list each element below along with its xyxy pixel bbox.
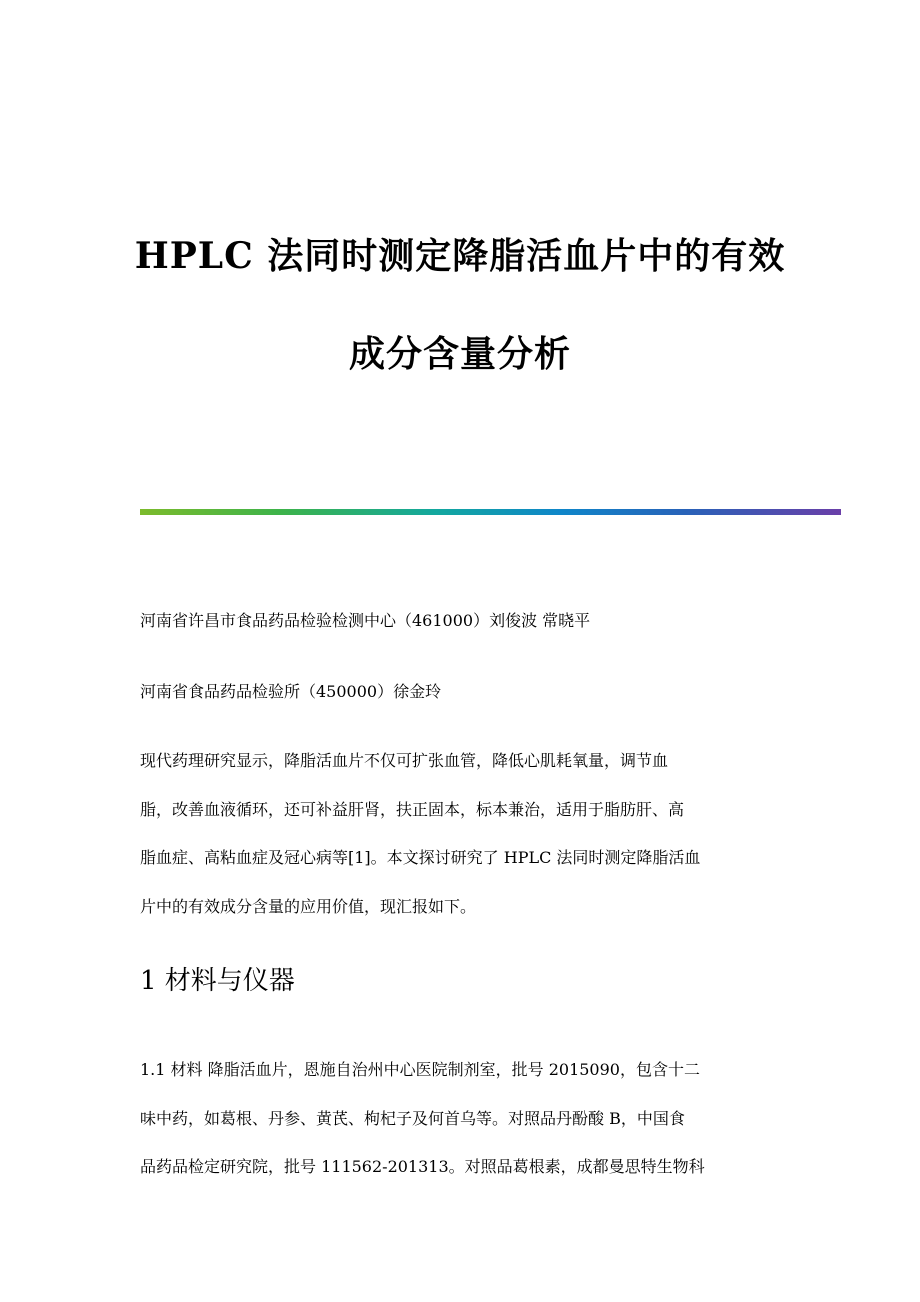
section-line: 1.1 材料 降脂活血片，恩施自治州中心医院制剂室，批号 2015090，包含十二 — [140, 1060, 700, 1079]
intro-line: 脂血症、高粘血症及冠心病等[1]。本文探讨研究了 HPLC 法同时测定降脂活血 — [140, 848, 701, 867]
section-heading: 1 材料与仪器 — [140, 966, 295, 996]
affiliation-line: 河南省许昌市食品药品检验检测中心（461000）刘俊波 常晓平 — [140, 611, 591, 630]
affiliation-line: 河南省食品药品检验所（450000）徐金玲 — [140, 682, 442, 701]
section-line: 品药品检定研究院，批号 111562-201313。对照品葛根素，成都曼思特生物科 — [140, 1157, 705, 1176]
document-title-line-1: HPLC 法同时测定降脂活血片中的有效 — [134, 235, 786, 277]
document-title-line-2: 成分含量分析 — [348, 333, 571, 375]
gradient-divider — [140, 509, 841, 515]
intro-line: 脂，改善血液循环，还可补益肝肾，扶正固本，标本兼治，适用于脂肪肝、高 — [140, 800, 685, 819]
section-line: 味中药，如葛根、丹参、黄芪、枸杞子及何首乌等。对照品丹酚酸 B，中国食 — [140, 1109, 685, 1128]
intro-line: 现代药理研究显示，降脂活血片不仅可扩张血管，降低心肌耗氧量，调节血 — [140, 751, 669, 770]
intro-line: 片中的有效成分含量的应用价值，现汇报如下。 — [140, 897, 477, 916]
